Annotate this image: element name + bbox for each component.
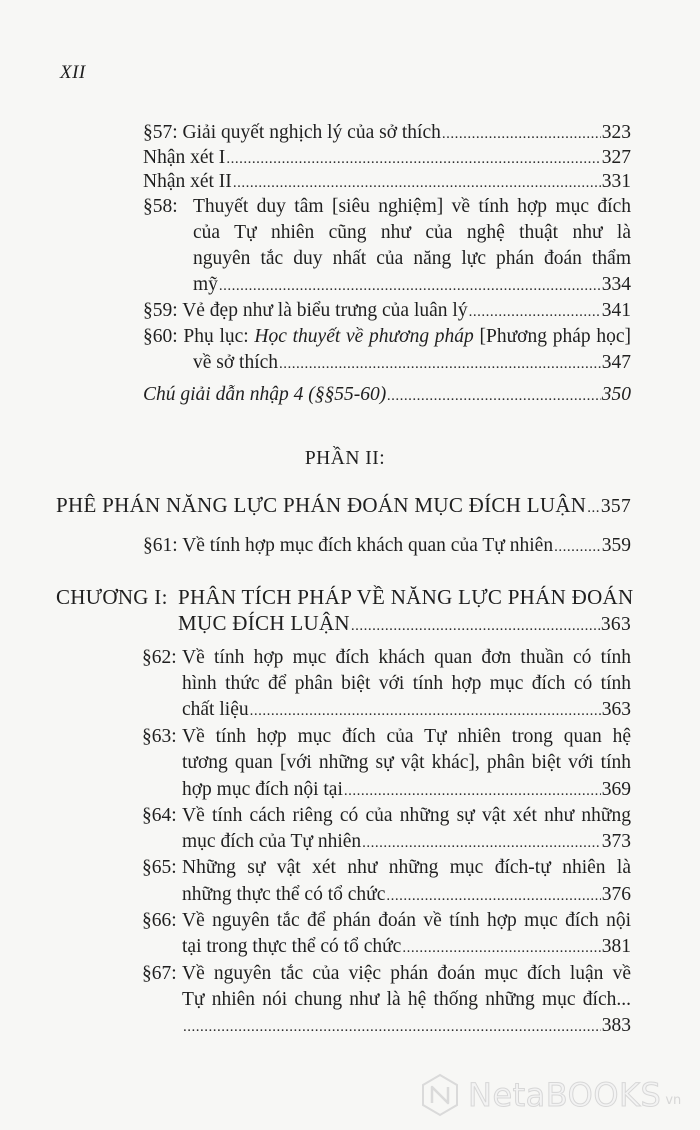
toc-entry-critique — [56, 492, 631, 518]
section-label: §62: — [142, 647, 177, 668]
italic-title: Học thuyết về phương pháp — [254, 326, 474, 347]
toc-entry-last-line — [182, 1013, 631, 1039]
toc-entry-last-line — [182, 934, 631, 960]
section-label: §58: — [143, 196, 178, 217]
toc-entry-last-line — [193, 272, 631, 298]
toc-page-number: 369 — [601, 779, 631, 800]
section-label: §65: — [142, 857, 177, 878]
toc-entry-s61 — [143, 533, 631, 559]
leader-dots — [344, 778, 601, 804]
leader-dots — [279, 351, 601, 377]
leader-dots — [386, 883, 600, 909]
toc-page-number: 327 — [601, 147, 631, 168]
toc-entry-last-line — [182, 829, 631, 855]
toc-entry-line — [143, 324, 631, 350]
toc-page-number: 347 — [601, 352, 631, 373]
toc-entry-last-line — [178, 610, 631, 636]
leader-dots — [219, 273, 601, 299]
toc-entry-line: Về tính hợp mục đích của Tự nhiên trong quan hệ — [182, 726, 631, 747]
toc-entry-line: Về nguyên tắc của việc phán đoán mục đích luận về — [182, 963, 631, 984]
leader-dots — [183, 1014, 601, 1040]
leader-dots — [442, 121, 601, 147]
toc-entry-line: PHÂN TÍCH PHÁP VỀ NĂNG LỰC PHÁN ĐOÁN — [178, 585, 634, 609]
toc-entry-title: mục đích của Tự nhiên — [182, 831, 362, 852]
part-heading: PHẦN II: — [304, 448, 386, 469]
toc-entry-title: những thực thể có tổ chức — [182, 884, 386, 905]
leader-dots — [402, 935, 600, 961]
netabooks-watermark — [420, 1070, 681, 1120]
toc-entry-title: §57: Giải quyết nghịch lý của sở thích — [143, 122, 441, 143]
toc-page-number: 323 — [601, 122, 631, 143]
toc-page-number: 376 — [601, 884, 631, 905]
toc-entry-title: về sở thích — [193, 352, 279, 373]
toc-entry-commentary-4 — [143, 382, 631, 408]
toc-entry-title: §61: Về tính hợp mục đích khách quan của Tự nhiên — [143, 535, 554, 556]
toc-entry-title: Chú giải dẫn nhập 4 (§§55-60) — [143, 384, 387, 405]
toc-page-number: 383 — [601, 1015, 631, 1036]
section-label: §64: — [142, 805, 177, 826]
toc-page-number: 341 — [601, 300, 631, 321]
toc-section-label — [143, 194, 178, 220]
toc-entry-title: tại trong thực thể có tổ chức — [182, 936, 402, 957]
toc-entry-last-line — [182, 777, 631, 803]
toc-page-number: 357 — [600, 496, 631, 517]
leader-dots — [469, 299, 601, 325]
toc-page-number: 363 — [601, 699, 631, 720]
toc-page-number: 363 — [600, 614, 631, 635]
toc-entry-title: MỤC ĐÍCH LUẬN — [178, 611, 350, 635]
section-label: §63: — [142, 726, 177, 747]
toc-entry-line: Về tính hợp mục đích khách quan đơn thuần có tính — [182, 647, 631, 668]
toc-page-number: 359 — [601, 535, 631, 556]
toc-entry-s57 — [143, 120, 631, 146]
toc-entry-last-line — [193, 350, 631, 376]
toc-page-number: 334 — [601, 274, 631, 295]
toc-entry-title: Nhận xét II — [143, 171, 232, 192]
section-label: §66: — [142, 910, 177, 931]
toc-entry-line: Về tính cách riêng có của những sự vật xét như những — [182, 805, 631, 826]
page-number-folio: XII — [60, 62, 86, 83]
toc-entry-title: chất liệu — [182, 699, 249, 720]
toc-entry-line: hình thức để phân biệt với tính hợp mục đích có tính — [182, 673, 631, 694]
toc-entry-title: PHÊ PHÁN NĂNG LỰC PHÁN ĐOÁN MỤC ĐÍCH LUẬN — [56, 493, 587, 517]
chapter-label: CHƯƠNG I: — [56, 585, 168, 609]
toc-entry-title: [Phương pháp học] — [473, 326, 631, 347]
leader-dots — [554, 534, 601, 560]
toc-entry-line: Về nguyên tắc để phán đoán về tính hợp mục đích nội — [182, 910, 631, 931]
toc-entry-title: Nhận xét I — [143, 147, 226, 168]
section-label: §67: — [142, 963, 177, 984]
toc-entry-last-line — [182, 882, 631, 908]
toc-entry-line: Thuyết duy tâm [siêu nghiệm] về tính hợp mục đích — [193, 196, 631, 217]
toc-entry-line: nguyên tắc duy nhất của năng lực phán đoán thẩm — [193, 248, 631, 269]
toc-entry-last-line — [182, 697, 631, 723]
watermark-suffix: vn — [665, 1092, 682, 1108]
toc-entry-title: hợp mục đích nội tại — [182, 779, 343, 800]
toc-entry-title: §59: Vẻ đẹp như là biểu trưng của luân lý — [143, 300, 468, 321]
toc-entry-s59 — [143, 298, 631, 324]
toc-page-number: 331 — [601, 171, 631, 192]
toc-page-number: 381 — [601, 936, 631, 957]
toc-entry-line: Những sự vật xét như những mục đích-tự nhiên là — [182, 857, 631, 878]
toc-entry-line: Tự nhiên nói chung như là hệ thống những mục đích... — [182, 989, 631, 1010]
toc-page-number: 350 — [601, 384, 631, 405]
section-label: §60: Phụ lục: — [143, 326, 255, 347]
leader-dots — [233, 170, 601, 196]
watermark-brand: NetaBOOKS — [468, 1076, 662, 1114]
toc-page-number: 373 — [601, 831, 631, 852]
leader-dots — [362, 830, 601, 856]
leader-dots — [587, 495, 600, 521]
toc-entry-line: tương quan [với những sự vật khác], phân biệt với tính — [182, 752, 631, 773]
toc-entry-title: mỹ — [193, 274, 218, 295]
leader-dots — [387, 383, 601, 409]
leader-dots — [351, 613, 600, 639]
toc-entry-line: của Tự nhiên cũng như của nghệ thuật như là — [193, 222, 631, 243]
toc-entry-remark-1 — [143, 145, 631, 171]
netabooks-hexagon-logo-icon — [420, 1073, 460, 1117]
leader-dots — [250, 698, 601, 724]
toc-entry-remark-2 — [143, 169, 631, 195]
